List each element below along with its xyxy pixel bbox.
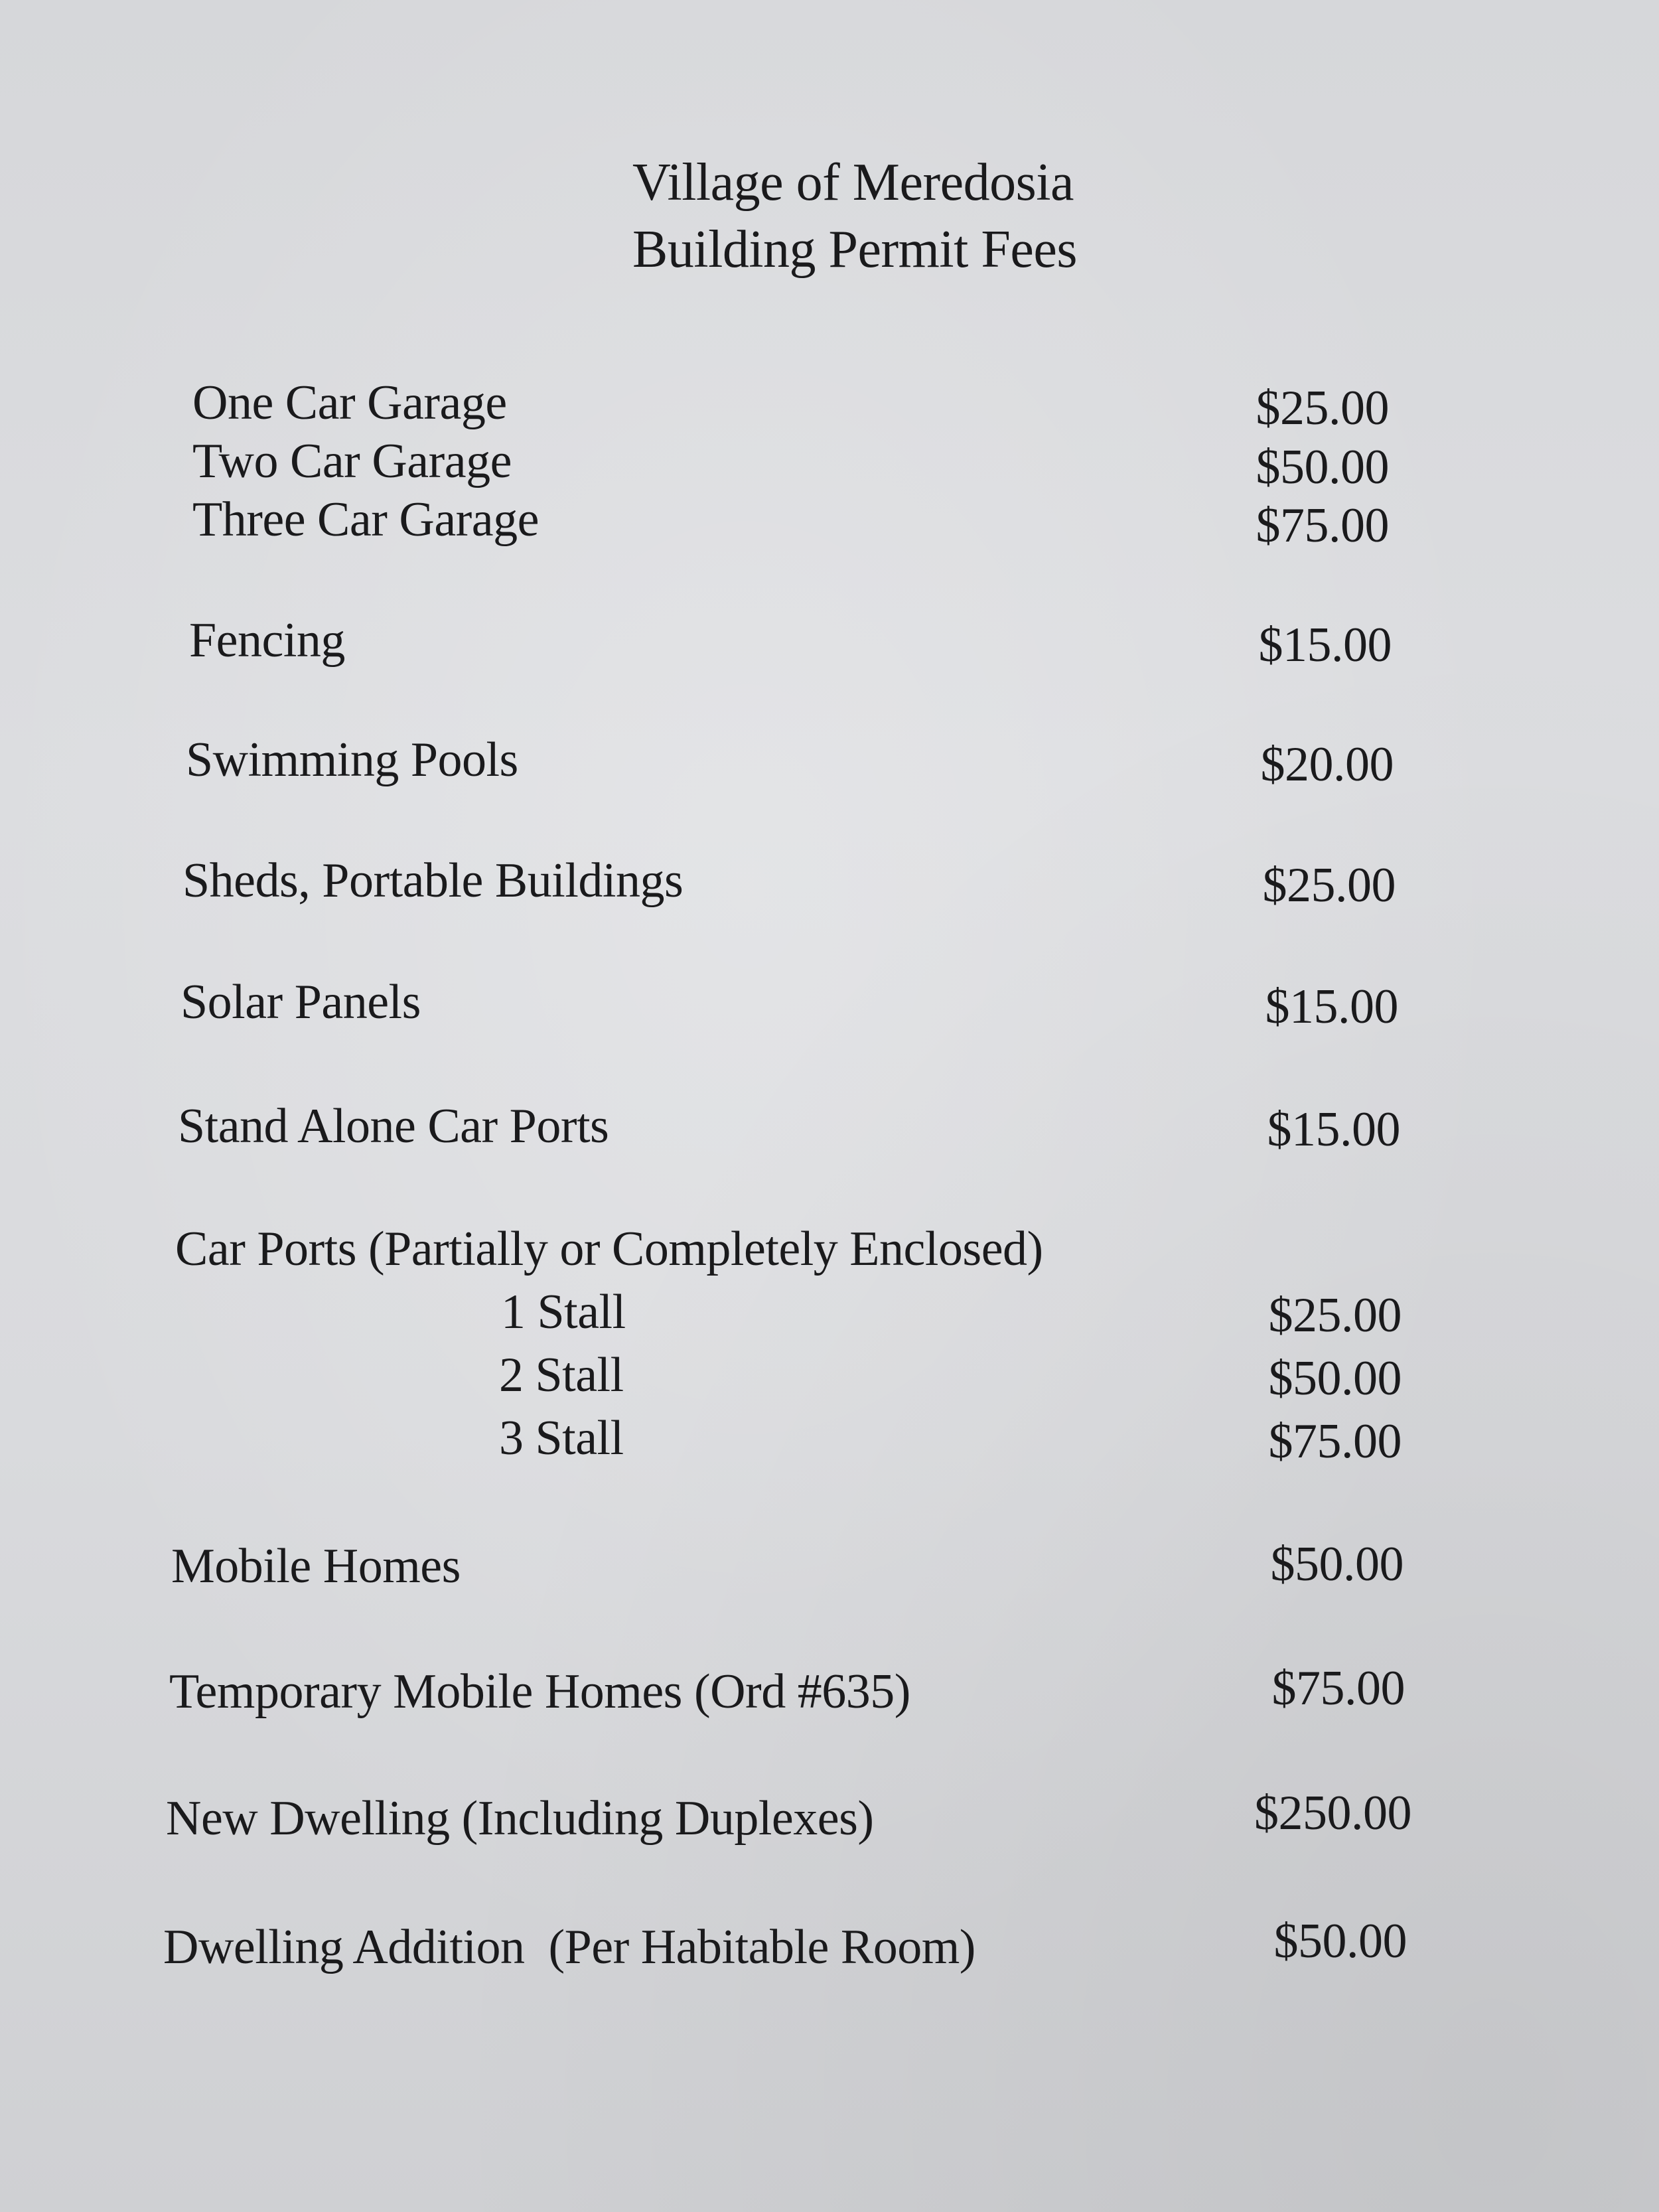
- fee-label-sheds: Sheds, Portable Buildings: [182, 853, 684, 908]
- fee-label-new-dwelling: New Dwelling (Including Duplexes): [166, 1791, 874, 1846]
- fee-label-two-car-garage: Two Car Garage: [192, 434, 512, 488]
- fee-price-dwelling-addition: $50.00: [1273, 1914, 1407, 1968]
- document-title: Village of Meredosia: [632, 153, 1074, 212]
- fee-price-one-car-garage: $25.00: [1256, 381, 1389, 435]
- fee-label-fencing: Fencing: [189, 613, 345, 668]
- fee-label-three-car-garage: Three Car Garage: [192, 492, 539, 547]
- fee-label-car-ports-3-stall: 3 Stall: [499, 1411, 624, 1465]
- fee-label-swimming-pools: Swimming Pools: [186, 733, 518, 787]
- fee-label-temporary-mobile-homes: Temporary Mobile Homes (Ord #635): [169, 1664, 910, 1719]
- fee-price-two-car-garage: $50.00: [1256, 440, 1389, 494]
- fee-price-car-ports-2-stall: $50.00: [1268, 1351, 1402, 1406]
- fee-label-one-car-garage: One Car Garage: [192, 376, 507, 430]
- fee-label-car-ports-2-stall: 2 Stall: [499, 1348, 624, 1402]
- fee-label-dwelling-addition: Dwelling Addition (Per Habitable Room): [163, 1920, 975, 1974]
- fee-price-three-car-garage: $75.00: [1256, 498, 1389, 553]
- fee-price-mobile-homes: $50.00: [1270, 1537, 1404, 1591]
- fee-label-mobile-homes: Mobile Homes: [171, 1539, 461, 1593]
- fee-price-car-ports-1-stall: $25.00: [1268, 1288, 1402, 1343]
- fee-price-swimming-pools: $20.00: [1260, 737, 1394, 792]
- fee-price-fencing: $15.00: [1258, 618, 1392, 672]
- fee-price-new-dwelling: $250.00: [1254, 1786, 1411, 1840]
- fee-price-temporary-mobile-homes: $75.00: [1271, 1661, 1405, 1716]
- fee-price-car-ports-3-stall: $75.00: [1268, 1414, 1402, 1469]
- fee-label-stand-alone-car-ports: Stand Alone Car Ports: [178, 1099, 609, 1153]
- fee-label-solar-panels: Solar Panels: [180, 975, 421, 1029]
- fee-label-car-ports-enclosed: Car Ports (Partially or Completely Enclosed): [175, 1222, 1043, 1276]
- fee-price-sheds: $25.00: [1262, 858, 1396, 913]
- fee-price-solar-panels: $15.00: [1265, 980, 1398, 1034]
- document-subtitle: Building Permit Fees: [632, 220, 1077, 279]
- fee-price-stand-alone-car-ports: $15.00: [1267, 1102, 1400, 1157]
- fee-label-car-ports-1-stall: 1 Stall: [501, 1285, 626, 1339]
